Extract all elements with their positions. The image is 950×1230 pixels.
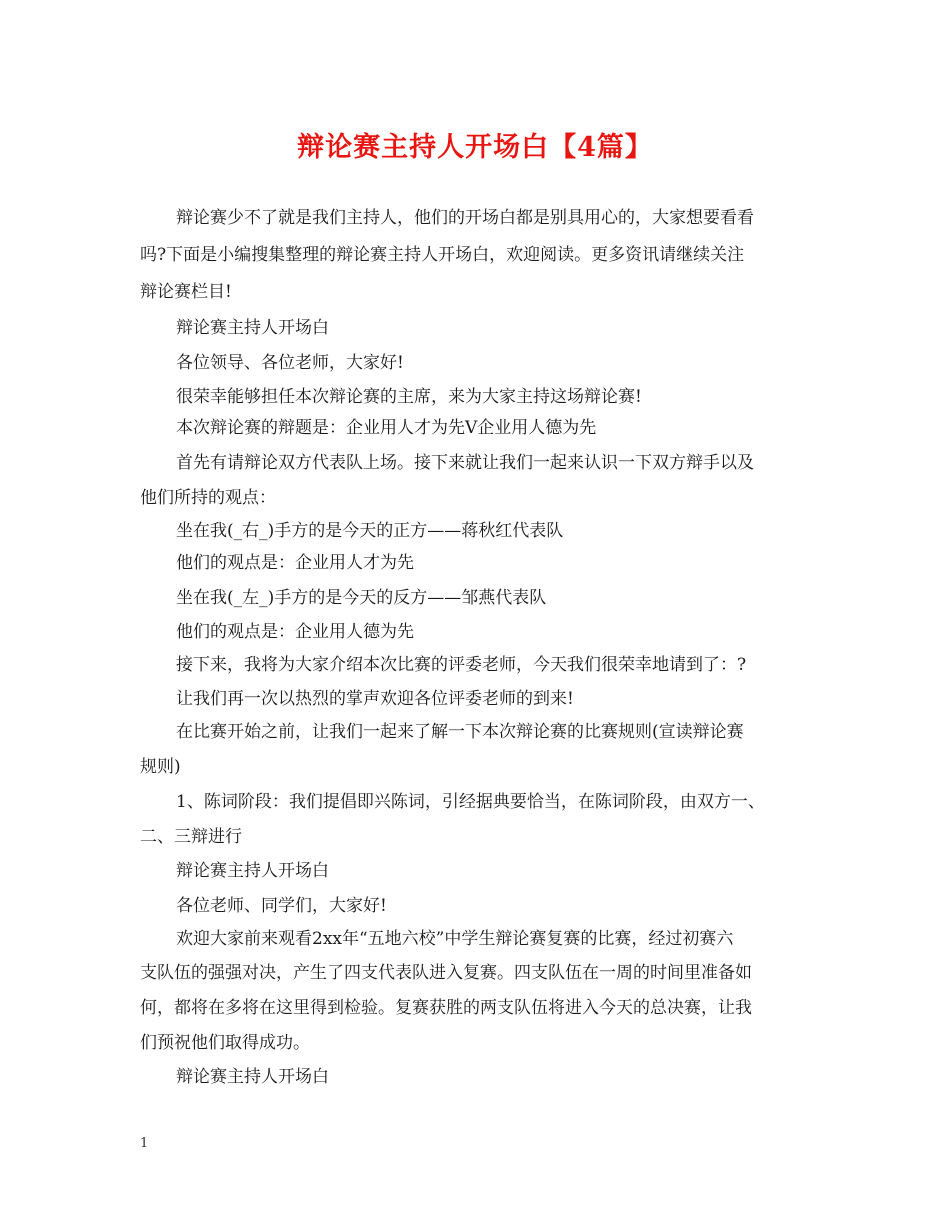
section-heading: 辩论赛主持人开场白: [176, 861, 329, 881]
paragraph-line: 辩论赛少不了就是我们主持人，他们的开场白都是别具用心的，大家想要看看: [176, 208, 754, 228]
paragraph-line: 本次辩论赛的辩题是：企业用人才为先Ⅴ企业用人德为先: [176, 418, 597, 438]
paragraph-line: 在比赛开始之前，让我们一起来了解一下本次辩论赛的比赛规则(宣读辩论赛: [176, 722, 744, 742]
paragraph-line: 辩论赛栏目!: [140, 282, 232, 302]
paragraph-line: 各位领导、各位老师，大家好!: [176, 353, 404, 373]
paragraph-line: 他们的观点是：企业用人德为先: [176, 622, 414, 642]
paragraph-line: 坐在我(_左_)手方的是今天的反方——邹燕代表队: [176, 588, 547, 608]
paragraph-line: 很荣幸能够担任本次辩论赛的主席，来为大家主持这场辩论赛!: [176, 387, 642, 407]
paragraph-line: 让我们再一次以热烈的掌声欢迎各位评委老师的到来!: [176, 689, 574, 709]
section-heading: 辩论赛主持人开场白: [176, 1067, 329, 1087]
paragraph-line: 1、陈词阶段：我们提倡即兴陈词，引经据典要恰当，在陈词阶段，由双方一、: [176, 792, 765, 812]
paragraph-line: 首先有请辩论双方代表队上场。接下来就让我们一起来认识一下双方辩手以及: [176, 453, 754, 473]
paragraph-line: 吗?下面是小编搜集整理的辩论赛主持人开场白，欢迎阅读。更多资讯请继续关注: [140, 245, 745, 265]
paragraph-line: 支队伍的强强对决，产生了四支代表队进入复赛。四支队伍在一周的时间里准备如: [140, 963, 752, 983]
paragraph-line: 规则): [140, 757, 181, 777]
paragraph-line: 他们所持的观点：: [140, 488, 276, 508]
paragraph-line: 各位老师、同学们，大家好!: [176, 896, 387, 916]
paragraph-line: 何，都将在多将在这里得到检验。复赛获胜的两支队伍将进入今天的总决赛，让我: [140, 998, 752, 1018]
paragraph-line: 坐在我(_右_)手方的是今天的正方——蒋秋红代表队: [176, 521, 564, 541]
paragraph-line: 欢迎大家前来观看2xx年“五地六校”中学生辩论赛复赛的比赛，经过初赛六: [176, 929, 734, 949]
paragraph-line: 接下来，我将为大家介绍本次比赛的评委老师，今天我们很荣幸地请到了：?: [176, 655, 747, 675]
paragraph-line: 他们的观点是：企业用人才为先: [176, 553, 414, 573]
paragraph-line: 们预祝他们取得成功。: [140, 1033, 310, 1053]
page-number: 1: [140, 1136, 149, 1151]
paragraph-line: 二、三辩进行: [140, 827, 242, 847]
section-heading: 辩论赛主持人开场白: [176, 318, 329, 338]
document-title: 辩论赛主持人开场白【4篇】: [297, 132, 653, 163]
